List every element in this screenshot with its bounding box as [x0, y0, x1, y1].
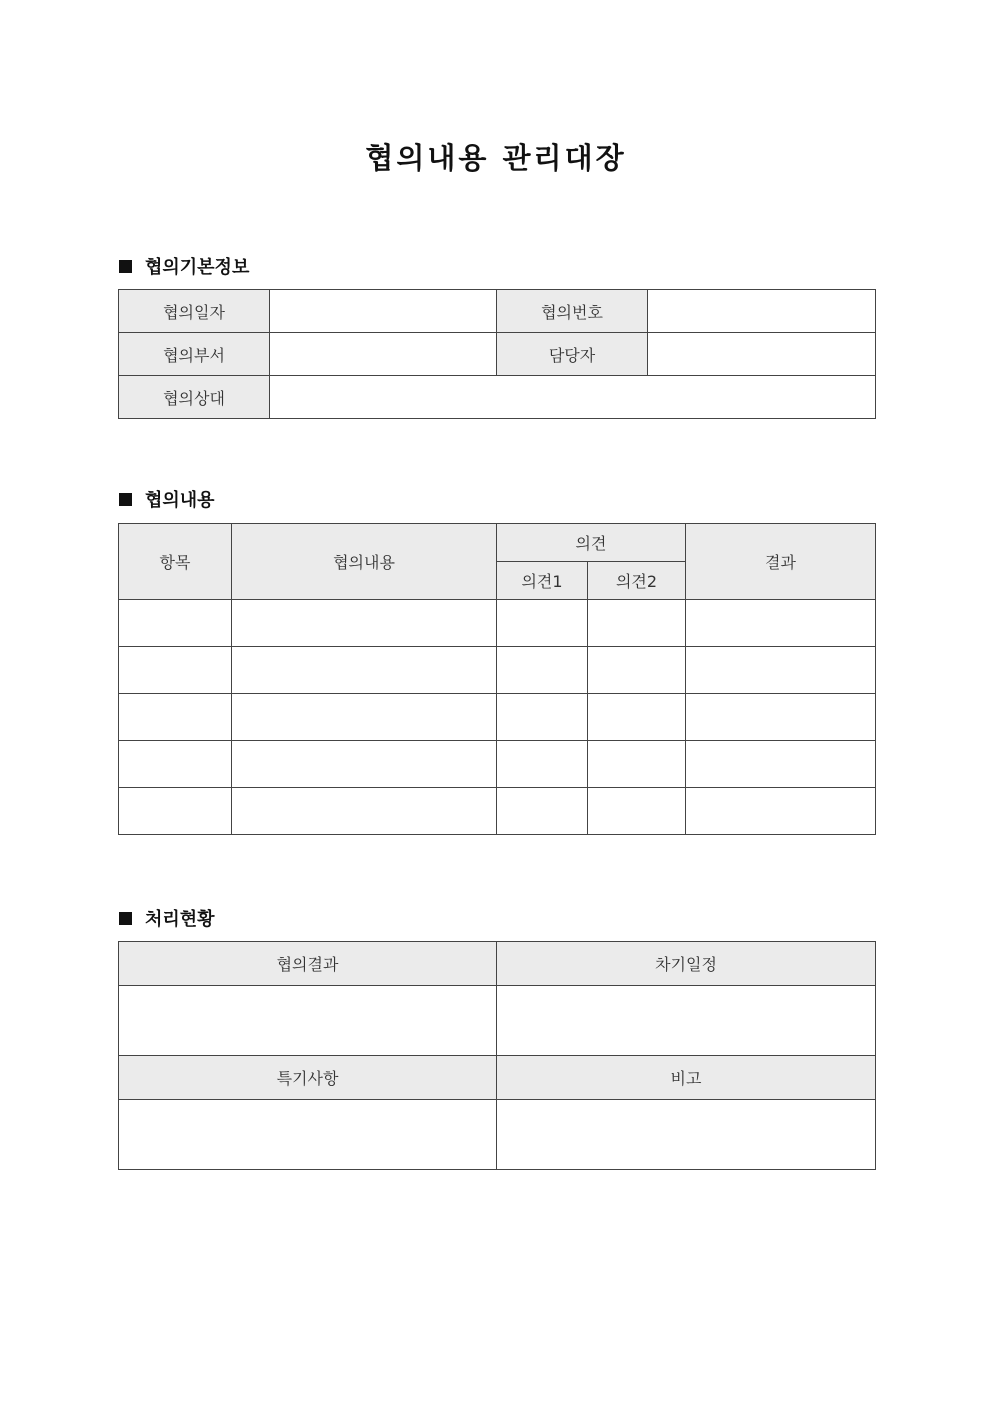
department-label: 협의부서	[119, 333, 270, 376]
opinion2-cell[interactable]	[588, 647, 686, 694]
table-row	[119, 788, 876, 835]
basic-info-heading-text: 협의기본정보	[145, 257, 250, 278]
consultation-table	[118, 523, 876, 835]
item-cell[interactable]	[119, 694, 232, 741]
opinion1-cell[interactable]	[497, 788, 588, 835]
opinion2-cell[interactable]	[588, 741, 686, 788]
opinion1-cell[interactable]	[497, 647, 588, 694]
next-schedule-field[interactable]	[497, 986, 876, 1056]
number-label: 협의번호	[497, 290, 648, 333]
table-header-row	[119, 942, 876, 986]
table-row	[119, 986, 876, 1056]
processing-heading	[119, 905, 215, 931]
opinion1-cell[interactable]	[497, 600, 588, 647]
item-cell[interactable]	[119, 600, 232, 647]
table-header-row	[119, 1056, 876, 1100]
opinion2-cell[interactable]	[588, 694, 686, 741]
item-cell[interactable]	[119, 741, 232, 788]
counterpart-field[interactable]	[270, 376, 876, 419]
opinion1-cell[interactable]	[497, 741, 588, 788]
result-cell[interactable]	[686, 647, 876, 694]
special-notes-field[interactable]	[119, 1100, 497, 1170]
remarks-label: 비고	[497, 1056, 876, 1100]
date-field[interactable]	[270, 290, 497, 333]
result-column-header: 결과	[686, 524, 876, 600]
processing-table	[118, 941, 876, 1170]
result-cell[interactable]	[686, 600, 876, 647]
result-label: 협의결과	[119, 942, 497, 986]
basic-info-table	[118, 289, 876, 419]
document-title: 협의내용 관리대장	[365, 141, 627, 175]
item-cell[interactable]	[119, 647, 232, 694]
square-bullet-icon	[119, 493, 132, 506]
content-cell[interactable]	[232, 694, 497, 741]
item-cell[interactable]	[119, 788, 232, 835]
content-cell[interactable]	[232, 741, 497, 788]
consultation-heading	[119, 486, 215, 512]
number-field[interactable]	[648, 290, 876, 333]
table-header-row	[119, 524, 876, 562]
table-row	[119, 376, 876, 419]
table-row	[119, 1100, 876, 1170]
item-column-header: 항목	[119, 524, 232, 600]
opinion2-column-header: 의견2	[588, 562, 686, 600]
opinion1-column-header: 의견1	[497, 562, 588, 600]
content-cell[interactable]	[232, 647, 497, 694]
content-cell[interactable]	[232, 788, 497, 835]
date-label: 협의일자	[119, 290, 270, 333]
manager-field[interactable]	[648, 333, 876, 376]
table-row	[119, 333, 876, 376]
basic-info-heading	[119, 253, 249, 279]
department-field[interactable]	[270, 333, 497, 376]
opinion1-cell[interactable]	[497, 694, 588, 741]
content-cell[interactable]	[232, 600, 497, 647]
opinion2-cell[interactable]	[588, 788, 686, 835]
consultation-heading-text: 협의내용	[145, 490, 215, 511]
opinion2-cell[interactable]	[588, 600, 686, 647]
remarks-field[interactable]	[497, 1100, 876, 1170]
table-row	[119, 600, 876, 647]
table-row	[119, 741, 876, 788]
square-bullet-icon	[119, 260, 132, 273]
table-row	[119, 694, 876, 741]
result-cell[interactable]	[686, 788, 876, 835]
processing-heading-text: 처리현황	[145, 909, 215, 930]
table-row	[119, 290, 876, 333]
result-cell[interactable]	[686, 694, 876, 741]
square-bullet-icon	[119, 912, 132, 925]
result-cell[interactable]	[686, 741, 876, 788]
manager-label: 담당자	[497, 333, 648, 376]
next-schedule-label: 차기일정	[497, 942, 876, 986]
counterpart-label: 협의상대	[119, 376, 270, 419]
table-row	[119, 647, 876, 694]
result-field[interactable]	[119, 986, 497, 1056]
content-column-header: 협의내용	[232, 524, 497, 600]
special-notes-label: 특기사항	[119, 1056, 497, 1100]
opinion-column-header: 의견	[497, 524, 686, 562]
